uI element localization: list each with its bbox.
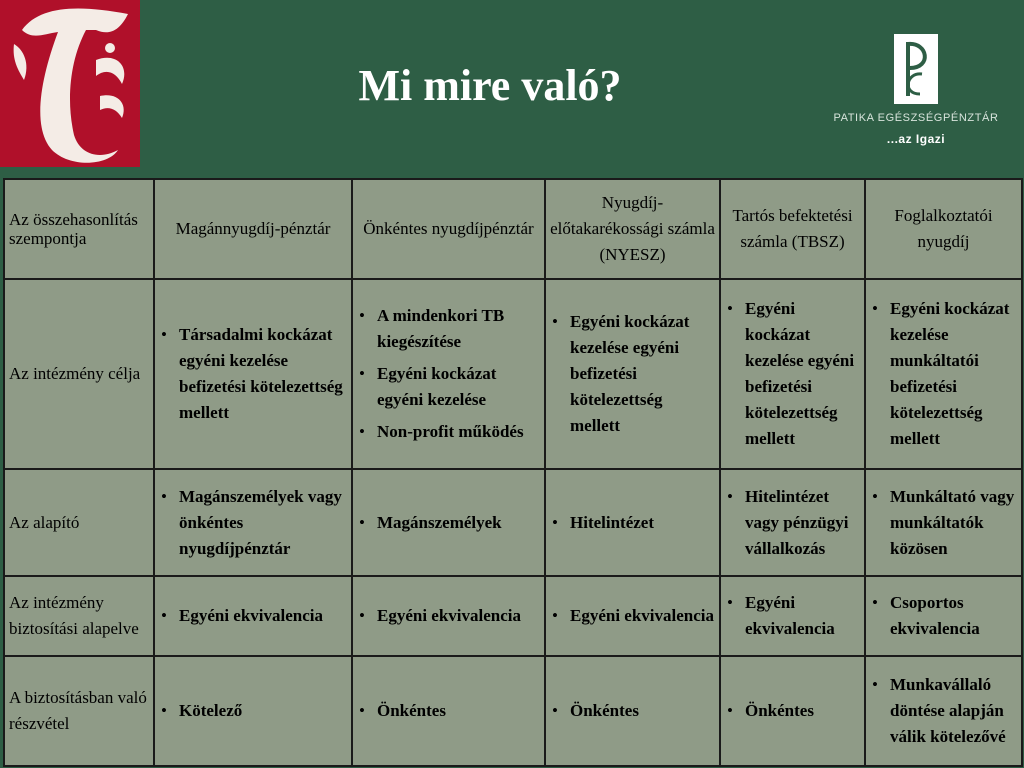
bullet-item: • Egyéni ekvivalencia xyxy=(570,603,715,629)
table-cell xyxy=(154,576,352,656)
bullet-item: • A mindenkori TB kiegészítése xyxy=(377,303,540,355)
table-row xyxy=(4,469,1022,576)
bullet-item: • Egyéni kockázat kezelése egyéni befizetési kötelezettség mellett xyxy=(745,296,860,452)
table-cell xyxy=(865,279,1022,469)
bullet-item: • Egyéni kockázat kezelése munkáltatói befizetési kötelezettség mellett xyxy=(890,296,1017,452)
bullet-item: • Egyéni ekvivalencia xyxy=(179,603,347,629)
table-cell xyxy=(352,469,545,576)
bullet-item: • Munkavállaló döntése alapján válik kötelezővé xyxy=(890,672,1017,750)
row-header: Az intézmény célja xyxy=(4,279,154,469)
bullet-item: • Magánszemélyek xyxy=(377,510,540,536)
row-header: Az intézmény biztosítási alapelve xyxy=(4,576,154,656)
bullet-item: • Önkéntes xyxy=(570,698,715,724)
table-cell xyxy=(545,656,720,766)
table-cell xyxy=(865,469,1022,576)
bullet-item: • Hitelintézet xyxy=(570,510,715,536)
table-cell xyxy=(352,656,545,766)
column-header: Magánnyugdíj-pénztár xyxy=(154,179,352,279)
brand-logo xyxy=(826,32,1006,152)
table-cell xyxy=(545,279,720,469)
table-cell xyxy=(720,469,865,576)
column-header: Tartós befektetési számla (TBSZ) xyxy=(720,179,865,279)
table-cell xyxy=(865,576,1022,656)
ornamental-letter-t-icon xyxy=(0,0,140,167)
table-cell xyxy=(352,576,545,656)
bullet-item: • Önkéntes xyxy=(745,698,860,724)
comparison-table xyxy=(3,178,1023,767)
table-cell xyxy=(865,656,1022,766)
table-row xyxy=(4,576,1022,656)
table-cell xyxy=(720,279,865,469)
table-cell xyxy=(352,279,545,469)
bullet-item: • Magánszemélyek vagy önkéntes nyugdíjpénztár xyxy=(179,484,347,562)
brand-name: PATIKA EGÉSZSÉGPÉNZTÁR xyxy=(833,112,999,124)
patika-logo-icon xyxy=(894,34,938,104)
brand-tagline: ...az Igazi xyxy=(886,132,946,146)
table-cell xyxy=(154,279,352,469)
table-cell xyxy=(154,656,352,766)
column-header: Nyugdíj-előtakarékossági számla (NYESZ) xyxy=(545,179,720,279)
row-header: A biztosításban való részvétel xyxy=(4,656,154,766)
slide-header xyxy=(0,0,1024,178)
row-header: Az alapító xyxy=(4,469,154,576)
bullet-item: • Egyéni ekvivalencia xyxy=(745,590,860,642)
slide-title: Mi mire való? xyxy=(358,61,622,110)
table-cell xyxy=(720,656,865,766)
column-header: Foglalkoztatói nyugdíj xyxy=(865,179,1022,279)
bullet-item: • Önkéntes xyxy=(377,698,540,724)
bullet-item: • Non-profit működés xyxy=(377,419,540,445)
bullet-item: • Egyéni kockázat egyéni kezelése xyxy=(377,361,540,413)
table-cell xyxy=(545,469,720,576)
bullet-item: • Kötelező xyxy=(179,698,347,724)
table-cell xyxy=(545,576,720,656)
table-row xyxy=(4,279,1022,469)
table-cell xyxy=(720,576,865,656)
table-header-row xyxy=(4,179,1022,279)
column-header: Az összehasonlítás szempontja xyxy=(4,179,154,279)
bullet-item: • Egyéni ekvivalencia xyxy=(377,603,540,629)
table-row xyxy=(4,656,1022,766)
column-header: Önkéntes nyugdíjpénztár xyxy=(352,179,545,279)
bullet-item: • Hitelintézet vagy pénzügyi vállalkozás xyxy=(745,484,860,562)
bullet-item: • Egyéni kockázat kezelése egyéni befizetési kötelezettség mellett xyxy=(570,309,715,439)
table-cell xyxy=(154,469,352,576)
bullet-item: • Társadalmi kockázat egyéni kezelése befizetési kötelezettség mellett xyxy=(179,322,347,426)
bullet-item: • Csoportos ekvivalencia xyxy=(890,590,1017,642)
decorative-t-logo xyxy=(0,0,140,167)
bullet-item: • Munkáltató vagy munkáltatók közösen xyxy=(890,484,1017,562)
